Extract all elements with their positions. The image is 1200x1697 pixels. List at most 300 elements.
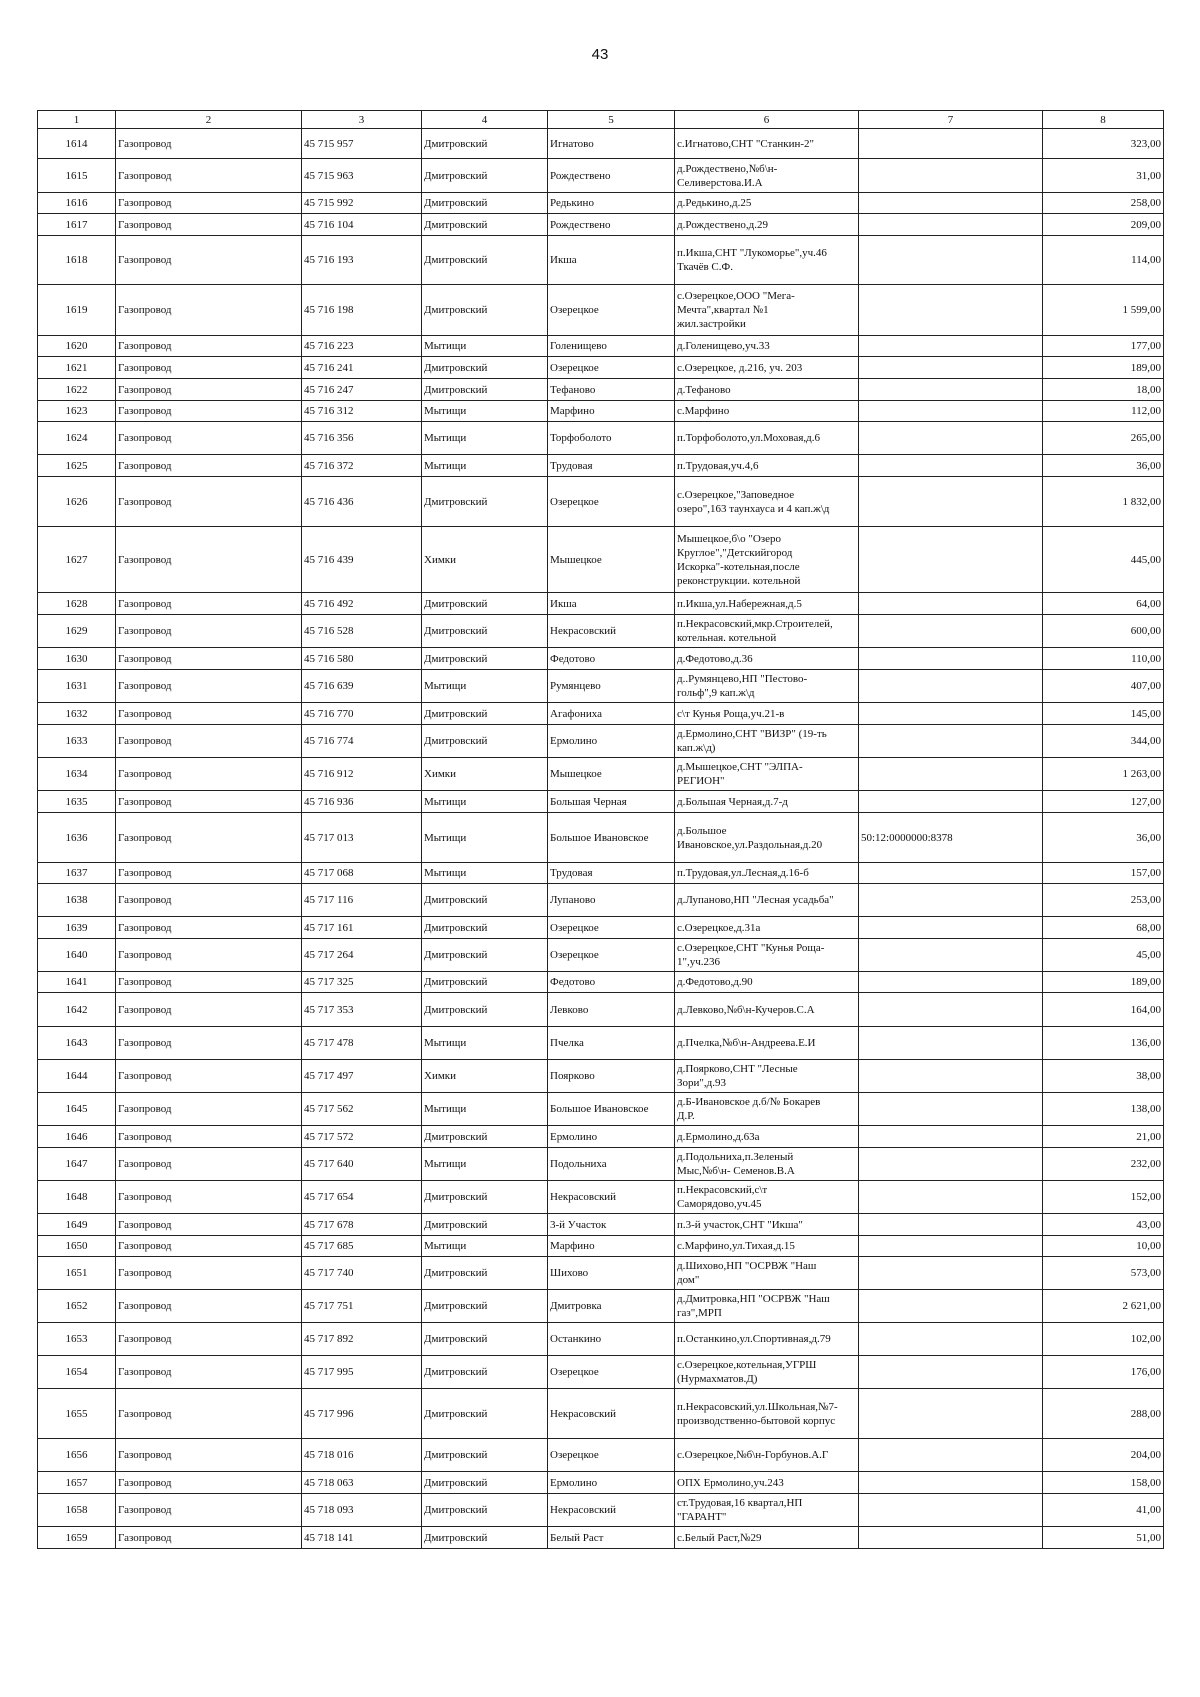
cell-address: д.Пчелка,№б\н-Андреева.Е.И [675,1027,859,1060]
cell-code: 45 717 740 [302,1257,422,1290]
cell-length: 145,00 [1043,703,1164,725]
cell-locality: Мышецкое [548,527,675,593]
cell-cadastral-number [859,401,1043,422]
cell-district: Дмитровский [422,1126,548,1148]
cell-object-type: Газопровод [116,336,302,357]
cell-locality: Агафониха [548,703,675,725]
cell-district: Мытищи [422,422,548,455]
cell-locality: Озерецкое [548,357,675,379]
cell-length: 253,00 [1043,884,1164,917]
cell-locality: Марфино [548,401,675,422]
cell-cadastral-number [859,972,1043,993]
cell-address: д.Федотово,д.36 [675,648,859,670]
cell-length: 232,00 [1043,1148,1164,1181]
cell-cadastral-number [859,884,1043,917]
table-row [38,758,1164,791]
cell-cadastral-number [859,379,1043,401]
cell-address: п.Торфоболото,ул.Моховая,д.6 [675,422,859,455]
cell-locality: Трудовая [548,455,675,477]
cell-length: 573,00 [1043,1257,1164,1290]
cell-address: ст.Трудовая,16 квартал,НП "ГАРАНТ" [675,1494,859,1527]
cell-cadastral-number [859,336,1043,357]
column-header: 4 [422,111,548,129]
column-header: 7 [859,111,1043,129]
cell-cadastral-number [859,593,1043,615]
cell-locality: Некрасовский [548,615,675,648]
cell-district: Дмитровский [422,1439,548,1472]
cell-object-type: Газопровод [116,1214,302,1236]
cell-length: 136,00 [1043,1027,1164,1060]
cell-code: 45 716 241 [302,357,422,379]
cell-code: 45 716 580 [302,648,422,670]
cell-cadastral-number [859,1290,1043,1323]
cell-row-number: 1655 [38,1389,116,1439]
cell-code: 45 716 912 [302,758,422,791]
cell-row-number: 1635 [38,791,116,813]
cell-code: 45 717 996 [302,1389,422,1439]
cell-cadastral-number [859,1181,1043,1214]
cell-cadastral-number [859,648,1043,670]
cell-length: 45,00 [1043,939,1164,972]
cell-object-type: Газопровод [116,379,302,401]
cell-length: 164,00 [1043,993,1164,1027]
cell-district: Дмитровский [422,193,548,214]
cell-district: Мытищи [422,1093,548,1126]
cell-length: 64,00 [1043,593,1164,615]
cell-length: 2 621,00 [1043,1290,1164,1323]
cell-object-type: Газопровод [116,285,302,336]
table-row [38,1494,1164,1527]
cell-district: Дмитровский [422,1356,548,1389]
cell-object-type: Газопровод [116,703,302,725]
table-row [38,1236,1164,1257]
page-number: 43 [591,46,609,63]
cell-cadastral-number [859,1027,1043,1060]
cell-district: Дмитровский [422,285,548,336]
cell-code: 45 717 116 [302,884,422,917]
cell-locality: Дмитровка [548,1290,675,1323]
cell-length: 43,00 [1043,1214,1164,1236]
cell-row-number: 1646 [38,1126,116,1148]
cell-locality: Икша [548,236,675,285]
cell-code: 45 716 198 [302,285,422,336]
cell-object-type: Газопровод [116,1060,302,1093]
cell-code: 45 716 312 [302,401,422,422]
table-row [38,1093,1164,1126]
cell-cadastral-number [859,455,1043,477]
cell-object-type: Газопровод [116,972,302,993]
cell-row-number: 1636 [38,813,116,863]
cell-district: Мытищи [422,1027,548,1060]
cell-object-type: Газопровод [116,1356,302,1389]
cell-length: 1 263,00 [1043,758,1164,791]
cell-address: п.Некрасовский,с\т Саморядово,уч.45 [675,1181,859,1214]
table-row [38,1257,1164,1290]
cell-address: д.Большая Черная,д.7-д [675,791,859,813]
cell-cadastral-number: 50:12:0000000:8378 [859,813,1043,863]
cell-district: Мытищи [422,1148,548,1181]
cell-address: д.Б-Ивановское д.б/№ Бокарев Д.Р. [675,1093,859,1126]
cell-object-type: Газопровод [116,758,302,791]
cell-address: д.Поярково,СНТ "Лесные Зори",д.93 [675,1060,859,1093]
cell-code: 45 715 992 [302,193,422,214]
cell-row-number: 1625 [38,455,116,477]
cell-cadastral-number [859,527,1043,593]
cell-row-number: 1619 [38,285,116,336]
column-header: 1 [38,111,116,129]
cell-object-type: Газопровод [116,1494,302,1527]
cell-row-number: 1624 [38,422,116,455]
cell-cadastral-number [859,917,1043,939]
table-row [38,477,1164,527]
cell-address: д.Рождествено,д.29 [675,214,859,236]
cell-cadastral-number [859,236,1043,285]
cell-address: с.Озерецкое,"Заповедное озеро",163 таунхауса и 4 кап.ж\д [675,477,859,527]
cell-district: Дмитровский [422,648,548,670]
table-row [38,917,1164,939]
cell-row-number: 1652 [38,1290,116,1323]
cell-address: п.Некрасовский,ул.Школьная,№7- производственно-бытовой корпус [675,1389,859,1439]
cell-cadastral-number [859,1472,1043,1494]
cell-district: Дмитровский [422,993,548,1027]
cell-code: 45 717 572 [302,1126,422,1148]
cell-cadastral-number [859,1236,1043,1257]
cell-code: 45 717 161 [302,917,422,939]
cell-code: 45 717 751 [302,1290,422,1323]
table-row [38,791,1164,813]
table-row [38,214,1164,236]
cell-address: д.Большое Ивановское,ул.Раздольная,д.20 [675,813,859,863]
cell-code: 45 715 963 [302,159,422,193]
cell-row-number: 1641 [38,972,116,993]
cell-code: 45 716 247 [302,379,422,401]
cell-row-number: 1657 [38,1472,116,1494]
cell-locality: Марфино [548,1236,675,1257]
cell-locality: Голенищево [548,336,675,357]
table-row [38,725,1164,758]
cell-locality: Ермолино [548,1472,675,1494]
cell-address: п.Икша,ул.Набережная,д.5 [675,593,859,615]
table-row [38,972,1164,993]
cell-locality: Подольниха [548,1148,675,1181]
cell-object-type: Газопровод [116,193,302,214]
cell-code: 45 717 478 [302,1027,422,1060]
table-row [38,422,1164,455]
cell-cadastral-number [859,791,1043,813]
cell-address: п.Трудовая,ул.Лесная,д.16-б [675,863,859,884]
cell-district: Дмитровский [422,1527,548,1549]
cell-object-type: Газопровод [116,725,302,758]
cell-address: с.Игнатово,СНТ "Станкин-2" [675,129,859,159]
cell-code: 45 717 497 [302,1060,422,1093]
cell-object-type: Газопровод [116,593,302,615]
cell-address: д.Рождествено,№б\н- Селиверстова.И.А [675,159,859,193]
cell-code: 45 717 640 [302,1148,422,1181]
cell-locality: Румянцево [548,670,675,703]
cell-address: с.Озерецкое,ООО "Мега- Мечта",квартал №1 жил.застройки [675,285,859,336]
cell-length: 38,00 [1043,1060,1164,1093]
cell-address: д.Лупаново,НП "Лесная усадьба" [675,884,859,917]
cell-object-type: Газопровод [116,939,302,972]
table-row [38,884,1164,917]
cell-row-number: 1627 [38,527,116,593]
cell-cadastral-number [859,477,1043,527]
cell-cadastral-number [859,422,1043,455]
table-row [38,357,1164,379]
data-table [37,110,1164,1549]
cell-district: Дмитровский [422,357,548,379]
cell-code: 45 717 013 [302,813,422,863]
table-row [38,1148,1164,1181]
cell-district: Мытищи [422,813,548,863]
cell-locality: Игнатово [548,129,675,159]
column-header: 5 [548,111,675,129]
cell-code: 45 717 678 [302,1214,422,1236]
cell-cadastral-number [859,285,1043,336]
cell-locality: Озерецкое [548,1356,675,1389]
cell-cadastral-number [859,1148,1043,1181]
cell-length: 258,00 [1043,193,1164,214]
cell-code: 45 717 353 [302,993,422,1027]
cell-district: Дмитровский [422,593,548,615]
cell-code: 45 717 562 [302,1093,422,1126]
cell-code: 45 716 936 [302,791,422,813]
table-body [38,129,1164,1549]
cell-address: с.Озерецкое,№б\н-Горбунов.А.Г [675,1439,859,1472]
column-header: 8 [1043,111,1164,129]
cell-row-number: 1647 [38,1148,116,1181]
cell-row-number: 1617 [38,214,116,236]
cell-locality: Шихово [548,1257,675,1290]
cell-address: д.Левково,№б\н-Кучеров.С.А [675,993,859,1027]
cell-cadastral-number [859,1093,1043,1126]
cell-object-type: Газопровод [116,159,302,193]
table-row [38,939,1164,972]
cell-length: 36,00 [1043,455,1164,477]
cell-address: д.Редькино,д.25 [675,193,859,214]
cell-object-type: Газопровод [116,236,302,285]
cell-length: 36,00 [1043,813,1164,863]
cell-length: 204,00 [1043,1439,1164,1472]
cell-row-number: 1643 [38,1027,116,1060]
table-row [38,1389,1164,1439]
cell-object-type: Газопровод [116,648,302,670]
cell-length: 18,00 [1043,379,1164,401]
cell-address: д.Ермолино,д.63а [675,1126,859,1148]
table-row [38,527,1164,593]
cell-object-type: Газопровод [116,1148,302,1181]
cell-address: с.Марфино,ул.Тихая,д.15 [675,1236,859,1257]
cell-cadastral-number [859,1389,1043,1439]
cell-cadastral-number [859,214,1043,236]
cell-locality: Озерецкое [548,939,675,972]
cell-length: 158,00 [1043,1472,1164,1494]
cell-row-number: 1614 [38,129,116,159]
cell-address: п.Некрасовский,мкр.Строителей, котельная. котельной [675,615,859,648]
table-row [38,1527,1164,1549]
cell-object-type: Газопровод [116,1389,302,1439]
table-row [38,379,1164,401]
cell-length: 138,00 [1043,1093,1164,1126]
cell-code: 45 716 528 [302,615,422,648]
cell-locality: Пчелка [548,1027,675,1060]
cell-length: 127,00 [1043,791,1164,813]
cell-district: Дмитровский [422,1323,548,1356]
cell-length: 407,00 [1043,670,1164,703]
cell-locality: Поярково [548,1060,675,1093]
cell-length: 177,00 [1043,336,1164,357]
table-row [38,1472,1164,1494]
cell-cadastral-number [859,357,1043,379]
cell-district: Мытищи [422,455,548,477]
table-row [38,1439,1164,1472]
cell-row-number: 1649 [38,1214,116,1236]
cell-row-number: 1628 [38,593,116,615]
table-row [38,1181,1164,1214]
cell-object-type: Газопровод [116,527,302,593]
cell-cadastral-number [859,725,1043,758]
cell-district: Дмитровский [422,379,548,401]
cell-locality: 3-й Участок [548,1214,675,1236]
cell-locality: Большое Ивановское [548,813,675,863]
cell-row-number: 1616 [38,193,116,214]
cell-row-number: 1644 [38,1060,116,1093]
cell-district: Дмитровский [422,1214,548,1236]
table-row [38,1214,1164,1236]
cell-object-type: Газопровод [116,884,302,917]
cell-row-number: 1654 [38,1356,116,1389]
cell-object-type: Газопровод [116,1027,302,1060]
cell-address: п.Трудовая,уч.4,6 [675,455,859,477]
cell-code: 45 716 774 [302,725,422,758]
cell-row-number: 1650 [38,1236,116,1257]
cell-length: 1 599,00 [1043,285,1164,336]
cell-row-number: 1631 [38,670,116,703]
cell-district: Мытищи [422,1236,548,1257]
cell-length: 51,00 [1043,1527,1164,1549]
cell-address: п.3-й участок,СНТ "Икша" [675,1214,859,1236]
cell-locality: Рождествено [548,214,675,236]
cell-district: Дмитровский [422,939,548,972]
cell-code: 45 717 892 [302,1323,422,1356]
cell-code: 45 718 063 [302,1472,422,1494]
cell-object-type: Газопровод [116,1181,302,1214]
cell-cadastral-number [859,1356,1043,1389]
cell-address: д.Ермолино,СНТ "ВИЗР" (19-ть кап.ж\д) [675,725,859,758]
cell-object-type: Газопровод [116,1439,302,1472]
cell-length: 114,00 [1043,236,1164,285]
table-row [38,1356,1164,1389]
cell-row-number: 1630 [38,648,116,670]
cell-object-type: Газопровод [116,214,302,236]
cell-row-number: 1626 [38,477,116,527]
cell-object-type: Газопровод [116,1527,302,1549]
cell-locality: Торфоболото [548,422,675,455]
cell-code: 45 716 492 [302,593,422,615]
cell-cadastral-number [859,1527,1043,1549]
cell-district: Дмитровский [422,129,548,159]
cell-locality: Лупаново [548,884,675,917]
cell-object-type: Газопровод [116,1472,302,1494]
cell-district: Дмитровский [422,703,548,725]
table-row [38,236,1164,285]
cell-address: с.Белый Раст,№29 [675,1527,859,1549]
cell-length: 102,00 [1043,1323,1164,1356]
cell-address: д.Шихово,НП "ОСРВЖ "Наш дом" [675,1257,859,1290]
cell-address: д.Дмитровка,НП "ОСРВЖ "Наш газ",МРП [675,1290,859,1323]
cell-row-number: 1622 [38,379,116,401]
cell-row-number: 1615 [38,159,116,193]
cell-length: 209,00 [1043,214,1164,236]
cell-length: 68,00 [1043,917,1164,939]
cell-object-type: Газопровод [116,401,302,422]
table-row [38,813,1164,863]
cell-address: с.Озерецкое,д.31а [675,917,859,939]
cell-district: Химки [422,758,548,791]
cell-length: 1 832,00 [1043,477,1164,527]
cell-cadastral-number [859,1439,1043,1472]
cell-cadastral-number [859,993,1043,1027]
cell-address: с.Озерецкое, д.216, уч. 203 [675,357,859,379]
cell-cadastral-number [859,129,1043,159]
cell-object-type: Газопровод [116,1257,302,1290]
cell-row-number: 1640 [38,939,116,972]
cell-length: 157,00 [1043,863,1164,884]
cell-code: 45 717 325 [302,972,422,993]
cell-district: Химки [422,527,548,593]
cell-code: 45 716 770 [302,703,422,725]
cell-address: с.Озерецкое,СНТ "Кунья Роща- 1",уч.236 [675,939,859,972]
cell-row-number: 1637 [38,863,116,884]
cell-district: Дмитровский [422,917,548,939]
cell-district: Дмитровский [422,1290,548,1323]
table-row [38,129,1164,159]
table-row [38,455,1164,477]
cell-row-number: 1648 [38,1181,116,1214]
cell-object-type: Газопровод [116,917,302,939]
cell-code: 45 716 439 [302,527,422,593]
cell-object-type: Газопровод [116,1093,302,1126]
cell-length: 112,00 [1043,401,1164,422]
cell-address: д.Тефаново [675,379,859,401]
cell-cadastral-number [859,863,1043,884]
table-row [38,593,1164,615]
cell-length: 41,00 [1043,1494,1164,1527]
cell-code: 45 717 995 [302,1356,422,1389]
cell-locality: Трудовая [548,863,675,884]
cell-object-type: Газопровод [116,1290,302,1323]
cell-length: 10,00 [1043,1236,1164,1257]
cell-cadastral-number [859,193,1043,214]
cell-object-type: Газопровод [116,357,302,379]
table-row [38,993,1164,1027]
cell-district: Дмитровский [422,1389,548,1439]
cell-row-number: 1623 [38,401,116,422]
cell-locality: Мышецкое [548,758,675,791]
cell-length: 31,00 [1043,159,1164,193]
cell-row-number: 1651 [38,1257,116,1290]
table-row [38,615,1164,648]
cell-object-type: Газопровод [116,1126,302,1148]
cell-length: 445,00 [1043,527,1164,593]
column-header: 2 [116,111,302,129]
cell-object-type: Газопровод [116,477,302,527]
cell-row-number: 1632 [38,703,116,725]
cell-address: с.Озерецкое,котельная,УГРШ (Нурмахматов.Д) [675,1356,859,1389]
cell-code: 45 716 356 [302,422,422,455]
cell-object-type: Газопровод [116,670,302,703]
cell-locality: Озерецкое [548,917,675,939]
